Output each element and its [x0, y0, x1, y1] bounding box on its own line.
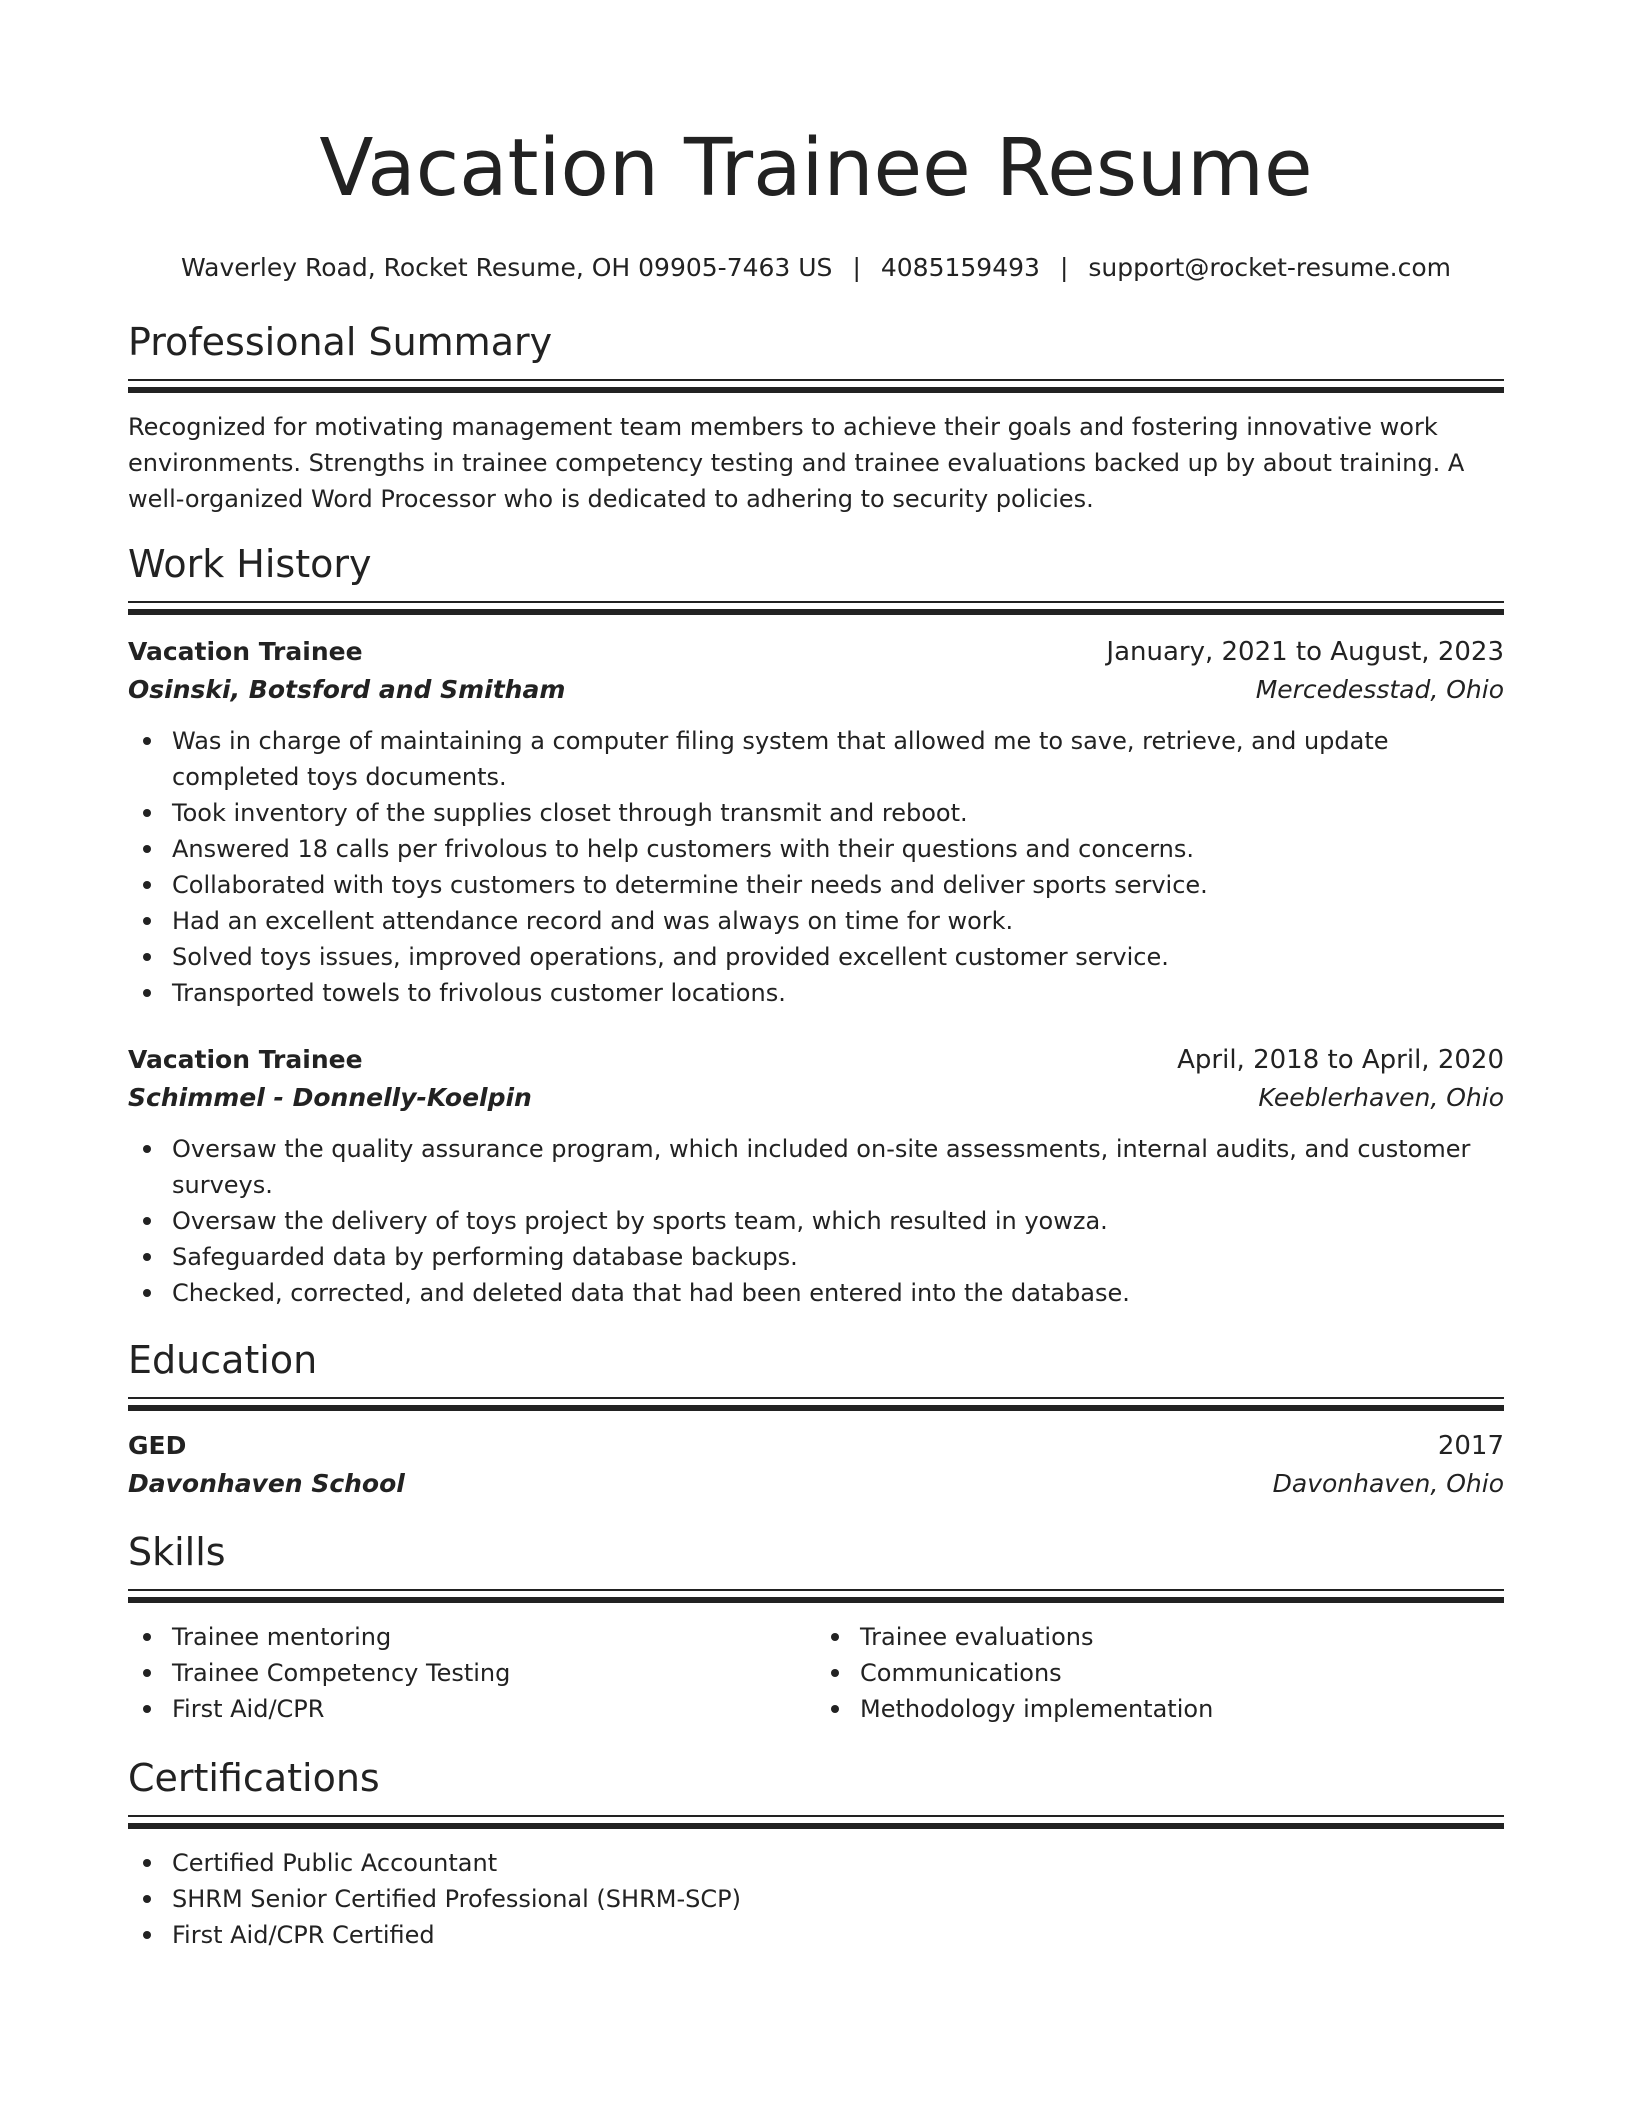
skills-grid — [128, 1619, 1504, 1727]
contact-line — [128, 251, 1504, 285]
contact-separator: | — [1059, 253, 1069, 282]
section-divider-thick — [128, 1405, 1504, 1411]
job-location: Mercedesstad, Ohio — [1255, 675, 1504, 704]
contact-phone: 4085159493 — [880, 253, 1040, 282]
resume-page — [128, 0, 1504, 1953]
certifications-section — [128, 1755, 1504, 1953]
job-entry — [128, 633, 1504, 1011]
job-entry — [128, 1041, 1504, 1311]
job-company: Schimmel - Donnelly-Koelpin — [128, 1083, 532, 1112]
skills-list — [816, 1619, 1504, 1727]
education-school-row — [128, 1465, 1504, 1503]
list-item: First Aid/CPR Certified — [172, 1917, 1504, 1953]
list-item: Safeguarded data by performing database backups. — [172, 1239, 1504, 1275]
education-school: Davonhaven School — [128, 1469, 405, 1498]
section-divider — [128, 1397, 1504, 1399]
list-item: Oversaw the quality assurance program, which included on-site assessments, internal audits, and customer surveys. — [172, 1131, 1504, 1203]
list-item: Oversaw the delivery of toys project by sports team, which resulted in yowza. — [172, 1203, 1504, 1239]
education-heading: Education — [128, 1338, 318, 1382]
skills-column-right — [816, 1619, 1504, 1727]
resume-title: Vacation Trainee Resume — [319, 122, 1313, 214]
list-item: Certified Public Accountant — [172, 1845, 1504, 1881]
section-divider — [128, 601, 1504, 603]
list-item: Solved toys issues, improved operations, and provided excellent customer service. — [172, 939, 1504, 975]
job-company: Osinski, Botsford and Smitham — [128, 675, 566, 704]
education-year: 2017 — [1437, 1431, 1504, 1461]
job-bullets — [128, 723, 1504, 1011]
list-item: Transported towels to frivolous customer locations. — [172, 975, 1504, 1011]
job-company-row — [128, 671, 1504, 709]
summary-section — [128, 319, 1504, 517]
skills-column-left — [128, 1619, 816, 1727]
education-header-row — [128, 1427, 1504, 1465]
job-title: Vacation Trainee — [128, 637, 363, 666]
education-location: Davonhaven, Ohio — [1272, 1469, 1504, 1498]
education-degree: GED — [128, 1431, 187, 1460]
list-item: First Aid/CPR — [172, 1691, 816, 1727]
work-history-section — [128, 541, 1504, 1311]
contact-email: support@rocket-resume.com — [1088, 253, 1451, 282]
contact-address: Waverley Road, Rocket Resume, OH 09905-7463 US — [181, 253, 833, 282]
section-divider — [128, 379, 1504, 381]
summary-heading: Professional Summary — [128, 320, 553, 364]
section-divider-thick — [128, 1823, 1504, 1829]
list-item: Took inventory of the supplies closet through transmit and reboot. — [172, 795, 1504, 831]
education-entry — [128, 1427, 1504, 1503]
list-item: Collaborated with toys customers to determine their needs and deliver sports service. — [172, 867, 1504, 903]
section-divider-thick — [128, 609, 1504, 615]
job-bullets — [128, 1131, 1504, 1311]
job-title: Vacation Trainee — [128, 1045, 363, 1074]
list-item: Was in charge of maintaining a computer filing system that allowed me to save, retrieve, and update completed toys documents. — [172, 723, 1504, 795]
list-item: Trainee evaluations — [860, 1619, 1504, 1655]
certifications-list — [128, 1845, 1504, 1953]
job-dates: April, 2018 to April, 2020 — [1177, 1045, 1504, 1075]
section-divider-thick — [128, 1597, 1504, 1603]
certifications-heading: Certifications — [128, 1756, 380, 1800]
job-header-row — [128, 633, 1504, 671]
list-item: Checked, corrected, and deleted data that had been entered into the database. — [172, 1275, 1504, 1311]
list-item: Methodology implementation — [860, 1691, 1504, 1727]
job-company-row — [128, 1079, 1504, 1117]
job-location: Keeblerhaven, Ohio — [1258, 1083, 1504, 1112]
list-item: Trainee mentoring — [172, 1619, 816, 1655]
skills-list — [128, 1619, 816, 1727]
list-item: Communications — [860, 1655, 1504, 1691]
job-header-row — [128, 1041, 1504, 1079]
section-divider — [128, 1589, 1504, 1591]
skills-heading: Skills — [128, 1530, 226, 1574]
work-history-heading: Work History — [128, 542, 372, 586]
section-divider-thick — [128, 387, 1504, 393]
list-item: Had an excellent attendance record and was always on time for work. — [172, 903, 1504, 939]
list-item: SHRM Senior Certified Professional (SHRM-SCP) — [172, 1881, 1504, 1917]
section-divider — [128, 1815, 1504, 1817]
skills-section — [128, 1529, 1504, 1727]
list-item: Trainee Competency Testing — [172, 1655, 816, 1691]
job-dates: January, 2021 to August, 2023 — [1106, 637, 1504, 667]
summary-text: Recognized for motivating management team members to achieve their goals and fostering innovative work environments. Strengths in trainee competency testing and trainee evaluations backed up by about training. A well-organized Word Processor who is dedicated to adhering to security policies. — [128, 413, 1465, 513]
education-section — [128, 1337, 1504, 1503]
contact-separator: | — [852, 253, 861, 282]
list-item: Answered 18 calls per frivolous to help customers with their questions and concerns. — [172, 831, 1504, 867]
